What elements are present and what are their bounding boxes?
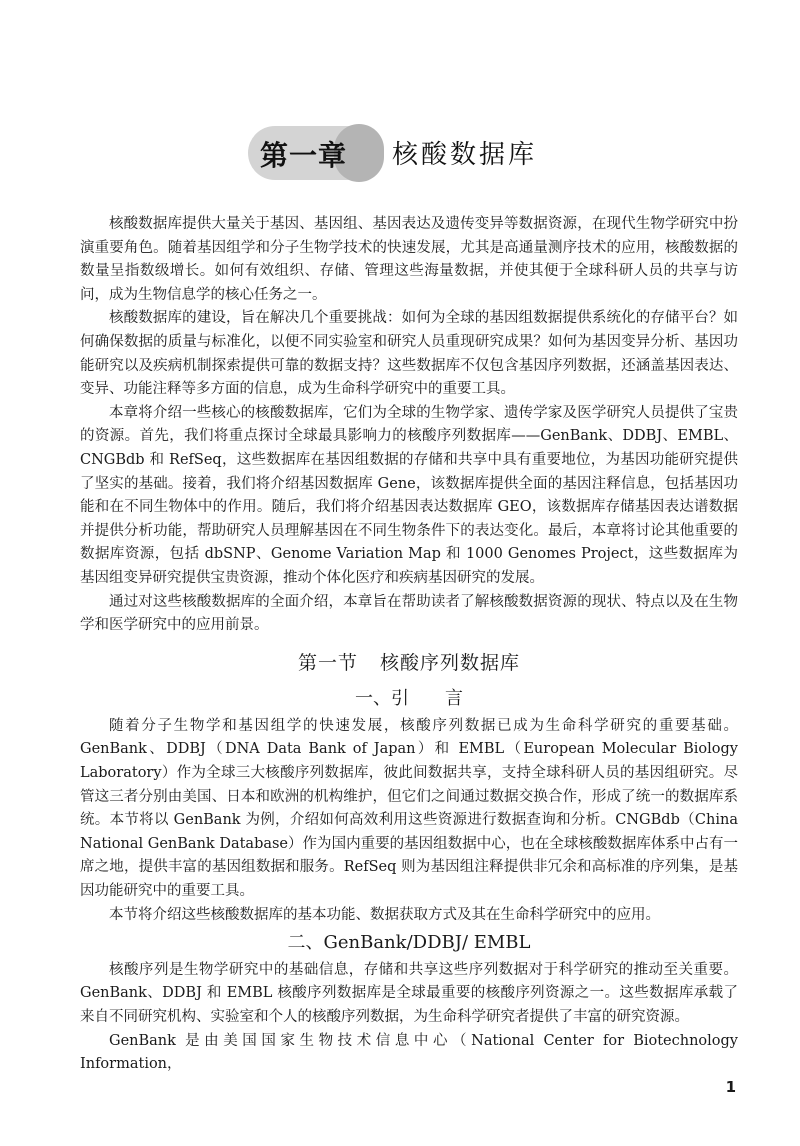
body-text [80,213,738,1077]
chapter-badge [248,126,382,180]
page-number: 1 [725,1078,736,1096]
intro-paragraph: 核酸数据库提供大量关于基因、基因组、基因表达及遗传变异等数据资源，在现代生物学研究中扮演重要角色。随着基因组学和分子生物学技术的快速发展，尤其是高通量测序技术的应用，核酸数据的数量呈指数级增长。如何有效组织、存储、管理这些海量数据，并使其便于全球科研人员的共享与访问，成为生物信息学的核心任务之一。 [80,216,738,303]
section-title: 核酸序列数据库 [380,651,521,674]
section-number: 第一节 [297,651,358,674]
subsection-heading: 一、引 言 [355,688,463,710]
chapter-number: 第一章 [260,139,348,172]
subsection-paragraph: 本节将介绍这些核酸数据库的基本功能、数据获取方式及其在生命科学研究中的应用。 [109,906,660,923]
subsection-paragraph: 核酸序列是生物学研究中的基础信息，存储和共享这些序列数据对于科学研究的推动至关重要。GenBank、DDBJ 和 EMBL 核酸序列数据库是全球最重要的核酸序列资源之一。这些数据库承载了来自不同研究机构、实验室和个人的核酸序列数据，为生命科学研究者提供了丰富的研究资源。 [80,961,738,1025]
intro-paragraph: 本章将介绍一些核心的核酸数据库，它们为全球的生物学家、遗传学家及医学研究人员提供了宝贵的资源。首先，我们将重点探讨全球最具影响力的核酸序列数据库——GenBank、DDBJ、EMBL、CNGBdb 和 RefSeq，这些数据库在基因组数据的存储和共享中具有重要地位，为基因功能研究提供了坚实的基础。接着，我们将介绍基因数据库 Gene，该数据库提供全面的基因注释信息，包括基因功能和在不同生物体中的作用。随后，我们将介绍基因表达数据库 GEO，该数据库存储基因表达谱数据并提供分析功能，帮助研究人员理解基因在不同生物条件下的表达变化。最后，本章将讨论其他重要的数据库资源，包括 dbSNP、Genome Variation Map 和 1000 Genomes Project，这些数据库为基因组变异研究提供宝贵资源，推动个体化医疗和疾病基因研究的发展。 [80,404,738,586]
section-heading [80,652,738,676]
subsection-paragraph: GenBank 是由美国国家生物技术信息中心（National Center for Biotechnology Information， [80,1032,738,1073]
intro-paragraph: 通过对这些核酸数据库的全面介绍，本章旨在帮助读者了解核酸数据资源的现状、特点以及在生物学和医学研究中的应用前景。 [80,593,738,634]
subsection-paragraph: 随着分子生物学和基因组学的快速发展，核酸序列数据已成为生命科学研究的重要基础。GenBank、DDBJ（DNA Data Bank of Japan）和 EMBL（European Molecular Biology Laboratory）作为全球三大核酸序列数据库，彼此间数据共享，支持全球科研人员的基因组研究。尽管这三者分别由美国、日本和欧洲的机构维护，但它们之间通过数据交换合作，形成了统一的数据库系统。本节将以 GenBank 为例，介绍如何高效利用这些资源进行数据查询和分析。CNGBdb（China National GenBank Database）作为国内重要的基因组数据中心，也在全球核酸数据库体系中占有一席之地，提供丰富的基因组数据和服务。RefSeq 则为基因组注释提供非冗余和高标准的序列集，是基因功能研究中的重要工具。 [80,717,738,900]
chapter-title: 核酸数据库 [392,140,538,170]
chapter-heading [0,116,800,192]
subsection-heading: 二、GenBank/DDBJ/ EMBL [287,932,531,954]
intro-paragraph: 核酸数据库的建设，旨在解决几个重要挑战：如何为全球的基因组数据提供系统化的存储平台？如何确保数据的质量与标准化，以便不同实验室和研究人员重现研究成果？如何为基因变异分析、基因功能研究以及疾病机制探索提供可靠的数据支持？这些数据库不仅包含基因序列数据，还涵盖基因表达、变异、功能注释等多方面的信息，成为生命科学研究中的重要工具。 [80,310,738,398]
